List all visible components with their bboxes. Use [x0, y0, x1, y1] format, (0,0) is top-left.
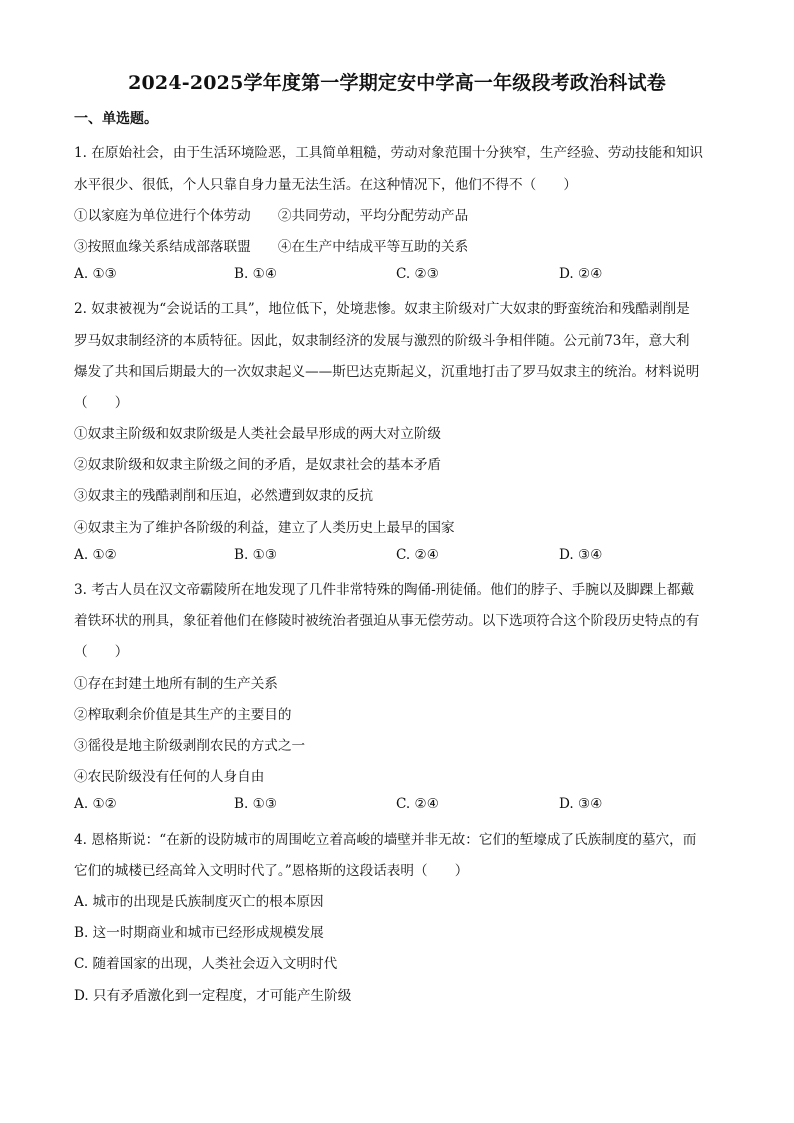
question-2-stem-line-2: 罗马奴隶制经济的本质特征。因此，奴隶制经济的发展与激烈的阶级斗争相伴随。公元前73年，意大利	[74, 333, 690, 349]
question-2-option-b: B. ①③	[234, 547, 278, 563]
section-heading: 一、单选题。	[74, 111, 158, 127]
question-4-option-c: C. 随着国家的出现，人类社会迈入文明时代	[74, 956, 338, 972]
question-4-option-b: B. 这一时期商业和城市已经形成规模发展	[74, 925, 324, 941]
question-3-statement-2: ②榨取剩余价值是其生产的主要目的	[74, 707, 292, 723]
question-3-option-b: B. ①③	[234, 796, 278, 812]
question-1-option-d: D. ②④	[559, 266, 603, 282]
question-3-option-d: D. ③④	[559, 796, 603, 812]
question-3-stem-line-2: 着铁环状的刑具，象征着他们在修陵时被统治者强迫从事无偿劳动。以下选项符合这个阶段历史特点的有	[74, 613, 700, 629]
question-3-option-c: C. ②④	[396, 796, 439, 812]
question-3-statement-1: ①存在封建土地所有制的生产关系	[74, 676, 278, 692]
question-2-option-c: C. ②④	[396, 547, 439, 563]
exam-title: 2024-2025学年度第一学期定安中学高一年级段考政治科试卷	[128, 72, 666, 94]
question-4-option-a: A. 城市的出现是氏族制度灭亡的根本原因	[74, 894, 324, 910]
question-1-stem-line-2: 水平很少、很低，个人只靠自身力量无法生活。在这种情况下，他们不得不（ ）	[74, 177, 577, 193]
question-3-stem-line-1: 3. 考古人员在汉文帝霸陵所在地发现了几件非常特殊的陶俑-刑徒俑。他们的脖子、手腕以及脚踝上都戴	[74, 582, 695, 598]
question-4-stem-line-2: 它们的城楼已经高耸入文明时代了。”恩格斯的这段话表明（ ）	[74, 863, 469, 879]
question-4-option-d: D. 只有矛盾激化到一定程度，才可能产生阶级	[74, 988, 352, 1004]
question-1-option-c: C. ②③	[396, 266, 439, 282]
question-2-statement-3: ③奴隶主的残酷剥削和压迫，必然遭到奴隶的反抗	[74, 488, 374, 504]
question-2-stem-line-4: （ ）	[74, 395, 129, 411]
question-2-option-d: D. ③④	[559, 547, 603, 563]
question-2-statement-1: ①奴隶主阶级和奴隶阶级是人类社会最早形成的两大对立阶级	[74, 426, 442, 442]
question-1-statements-line-2: ③按照血缘关系结成部落联盟 ④在生产中结成平等互助的关系	[74, 239, 469, 255]
question-3-stem-line-3: （ ）	[74, 644, 129, 660]
question-2-stem-line-1: 2. 奴隶被视为“会说话的工具”，地位低下，处境悲惨。奴隶主阶级对广大奴隶的野蛮统治和残酷剥削是	[74, 301, 690, 317]
question-3-option-a: A. ①②	[74, 796, 117, 812]
question-2-statement-4: ④奴隶主为了维护各阶级的利益，建立了人类历史上最早的国家	[74, 520, 455, 536]
question-1-option-a: A. ①③	[74, 266, 117, 282]
question-2-option-a: A. ①②	[74, 547, 117, 563]
question-3-statement-3: ③徭役是地主阶级剥削农民的方式之一	[74, 738, 306, 754]
question-1-stem-line-1: 1. 在原始社会，由于生活环境险恶，工具简单粗糙，劳动对象范围十分狭窄，生产经验、劳动技能和知识	[74, 145, 704, 161]
question-2-stem-line-3: 爆发了共和国后期最大的一次奴隶起义——斯巴达克斯起义，沉重地打击了罗马奴隶主的统治。材料说明	[74, 364, 700, 380]
question-1-option-b: B. ①④	[234, 266, 278, 282]
question-4-stem-line-1: 4. 恩格斯说：“在新的设防城市的周围屹立着高峻的墙壁并非无故：它们的堑壕成了氏族制度的墓穴，而	[74, 832, 697, 848]
question-1-statements-line-1: ①以家庭为单位进行个体劳动 ②共同劳动，平均分配劳动产品	[74, 208, 469, 224]
question-2-statement-2: ②奴隶阶级和奴隶主阶级之间的矛盾，是奴隶社会的基本矛盾	[74, 457, 442, 473]
question-3-statement-4: ④农民阶级没有任何的人身自由	[74, 769, 265, 785]
